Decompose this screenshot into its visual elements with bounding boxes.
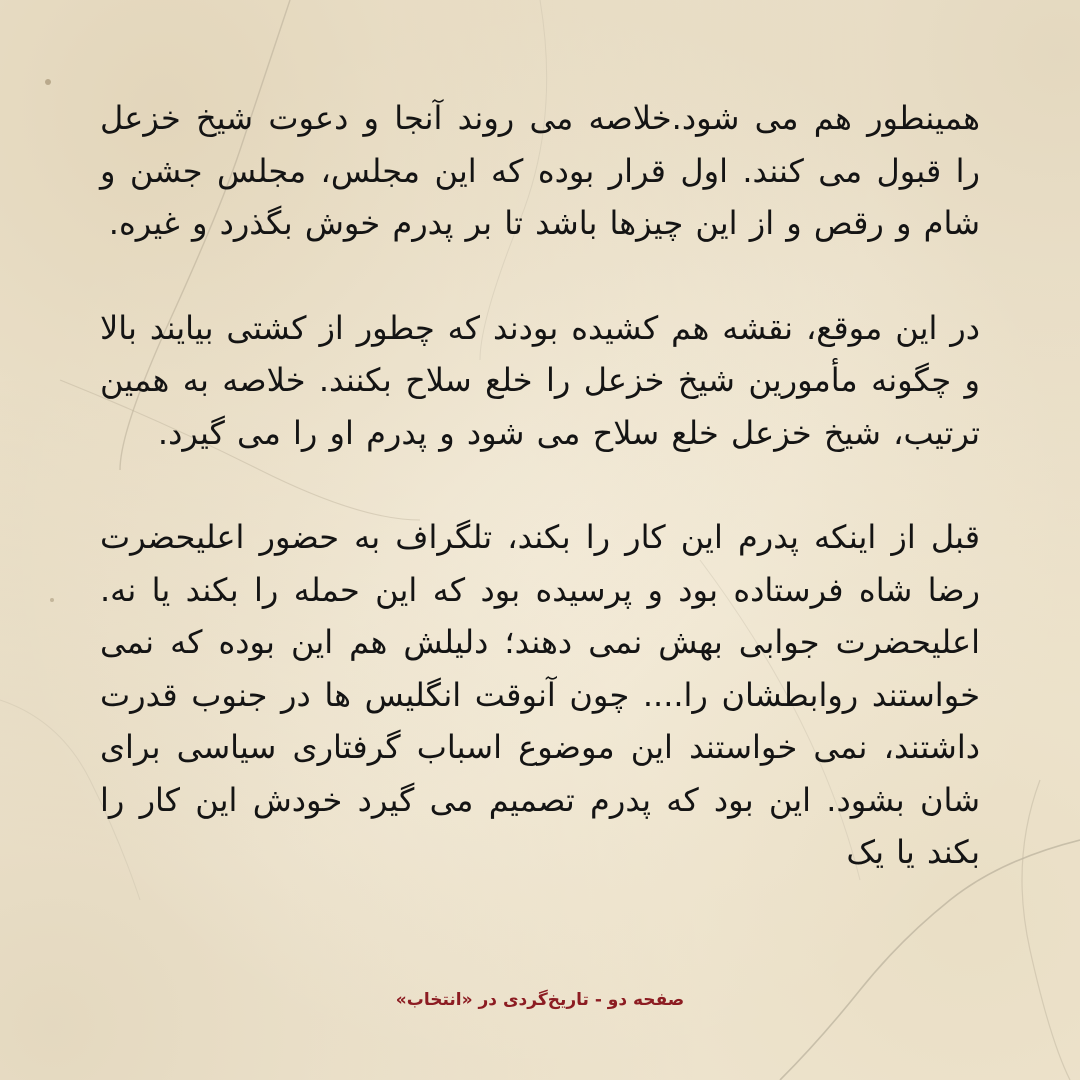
paragraph-2: در این موقع، نقشه هم کشیده بودند که چطور از کشتی بیایند بالا و چگونه مأمورین شیخ خزعل را خلع سلاح بکنند. خلاصه به همین ترتیب، شیخ خزعل خلع سلاح می شود و پدرم او را می گیرد. [100,308,980,452]
paragraph-3: قبل از اینکه پدرم این کار را بکند، تلگراف به حضور اعلیحضرت رضا شاه فرستاده بود و پرسیده بود که این حمله را بکند یا نه. اعلیحضرت جوابی بهش نمی دهند؛ دلیلش هم این بوده که نمی خواستند روابطشان را.... چون آنوقت انگلیس ها در جنوب قدرت داشتند، نمی خواستند این موضوع اسباب گرفتاری سیاسی برای شان بشود. این بود که پدرم تصمیم می گیرد خودش این کار را بکند یا یک [100,518,980,871]
page-footer-caption: صفحه دو - تاریخ‌گردی در «انتخاب» [395,990,685,1010]
paragraph-1: همینطور هم می شود.خلاصه می روند آنجا و دعوت شیخ خزعل را قبول می کنند. اول قرار بوده که این مجلس، مجلس جشن و شام و رقص و از این چیزها باشد تا بر پدرم خوش بگذرد و غیره. [100,99,980,242]
article-body [100,92,980,931]
